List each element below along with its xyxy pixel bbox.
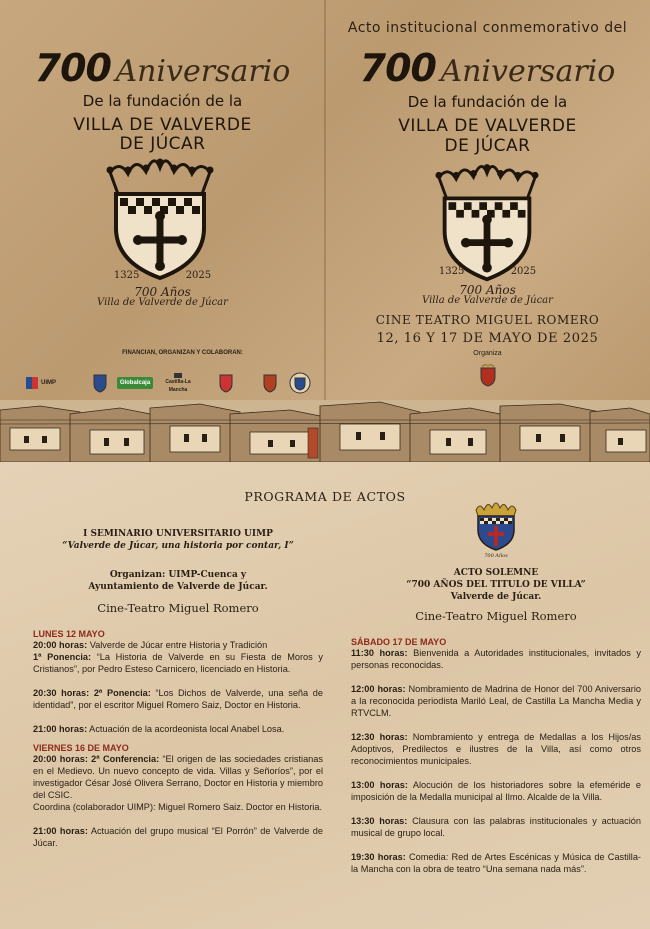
shield-logo-icon [263,373,277,393]
day-heading-monday: LUNES 12 MAYO [33,629,105,639]
ayuntamiento-crest-icon [478,362,498,388]
day-heading-friday: VIERNES 16 DE MAYO [33,743,129,753]
title-number: 700 [359,46,436,90]
sponsor-diputacion [90,372,110,394]
title-aniversario: Aniversario [440,54,616,89]
venue: Cine-Teatro Miguel Romero [415,609,577,623]
dates-line: 12, 16 Y 17 DE MAYO DE 2025 [376,331,599,346]
financian-label: FINANCIAN, ORGANIZAN Y COLABORAN: [122,350,243,356]
program-title: PROGRAMA DE ACTOS [244,489,406,504]
event-item: 12:00 horas: Nombramiento de Madrina de Honor del 700 Aniversario a la reconocida periodista Mariló Leal, de Castilla La Mancha Media y RTVCLM. [351,684,641,718]
organizan-line-2: Ayuntamiento de Valverde de Júcar. [88,582,268,592]
sponsor-crest-4 [287,372,313,394]
cine-teatro-line: CINE TEATRO MIGUEL ROMERO [375,313,600,327]
villa-line-1: VILLA DE VALVERDE [398,116,577,136]
program-spread [0,462,650,929]
sponsor-uimp: UIMP [16,372,66,394]
acto-titulo: “700 AÑOS DEL TITULO DE VILLA” [406,580,586,590]
anniversary-title [0,46,325,90]
crest-years [0,270,325,281]
event-item: 21:00 horas: Actuación del grupo musical “El Porrón” de Valverde de Júcar. [33,826,323,848]
back-cover [0,0,325,400]
villa-line-1: VILLA DE VALVERDE [73,115,252,135]
event-item: 20:00 horas: 2ª Conferencia: “El origen de las sociedades cristianas en el Medievo. Un nuevo concepto de vida. Villas y Señoríos”, por el investigador César José Olivera Serrano, Doctor en Historia y miembro del CSIC. Coordina (colaborador UIMP): Miguel Romero Saiz. Doctor en Historia. [33,754,323,812]
organiza-label: Organiza [473,350,502,357]
year-end: 2025 [510,266,537,277]
event-item: 19:30 horas: Comedia: Red de Artes Escénicas y Música de Castilla-la Mancha con la obra de teatro “Una semana nada más”. [351,852,641,874]
acto-line: Acto institucional conmemorativo del [347,20,628,36]
event-item: 21:00 horas: Actuación de la acordeonista local Anabel Losa. [33,724,285,734]
shield-logo-icon [93,373,107,393]
cover-spread [0,0,650,462]
fundacion-line: De la fundación de la [407,93,568,111]
title-aniversario: Aniversario [115,54,291,89]
fundacion-line: De la fundación de la [82,92,243,110]
seminar-subtitle: “Valverde de Júcar, una historia por contar, I” [62,541,294,551]
event-item: 20:30 horas: 2ª Ponencia: “Los Dichos de Valverde, una seña de identidad”, por el escritor Miguel Romero Saiz, Doctor en Historia. [33,688,323,710]
anos-label: 700 Años [459,283,516,297]
villa-script: Villa de Valverde de Júcar [97,297,228,308]
sponsor-crest-3 [260,372,280,394]
villa-line-2: DE JÚCAR [119,134,206,154]
sponsor-globalcaja: Globalcaja [116,372,154,394]
program-crest [351,500,641,560]
crest-icon [90,150,230,285]
villa-line-2: DE JÚCAR [444,136,531,156]
solemn-act-column [351,500,641,875]
crest-color-icon [468,500,524,552]
seminar-title: I SEMINARIO UNIVERSITARIO UIMP [83,529,273,539]
uimp-logo-icon [26,377,38,389]
venue: Cine-Teatro Miguel Romero [97,601,259,615]
event-item: 13:30 horas: Clausura con las palabras institucionales y actuación musical de grupo local. [351,816,641,838]
villa-script: Villa de Valverde de Júcar [422,295,553,306]
anos-label: 700 Años [134,285,191,299]
year-start: 1325 [438,266,465,277]
sponsor-jccm: Castilla-La Mancha [157,372,199,394]
crest-years [325,266,650,277]
title-number: 700 [34,46,111,90]
shield-logo-icon [219,373,233,393]
event-item: 12:30 horas: Nombramiento y entrega de Medallas a los Hijos/as Adoptivos, Predilectos e ilustres de la Villa, así como otros reconocimientos municipales. [351,732,641,766]
year-start: 1325 [113,270,140,281]
event-item: 13:00 horas: Alocución de los historiadores sobre la efeméride e imposición de la Medalla municipal al Ilmo. Alcalde de la Villa. [351,780,641,802]
acto-lugar: Valverde de Júcar. [450,592,542,602]
anniversary-title [325,46,650,90]
sponsor-crest-2 [214,372,238,394]
event-item: 11:30 horas: Bienvenida a Autoridades institucionales, invitados y personas reconocidas. [351,648,642,670]
shield-logo-icon [289,372,311,394]
acto-solemne: ACTO SOLEMNE [453,568,539,578]
organizan-line-1: Organizan: UIMP-Cuenca y [109,570,247,580]
year-end: 2025 [185,270,212,281]
front-cover [325,0,650,400]
seminar-column [33,528,323,849]
event-item: 20:00 horas: Valverde de Júcar entre Historia y Tradición 1ª Ponencia: “La Historia de Valverde en su Fiesta de Moros y Cristianos”, por Pedro Esteso Carnicero, licenciado en Historia. [33,640,323,674]
town-illustration [0,400,650,462]
day-heading-saturday: SÁBADO 17 DE MAYO [351,637,447,647]
crest-caption: 700 Años [484,553,508,559]
